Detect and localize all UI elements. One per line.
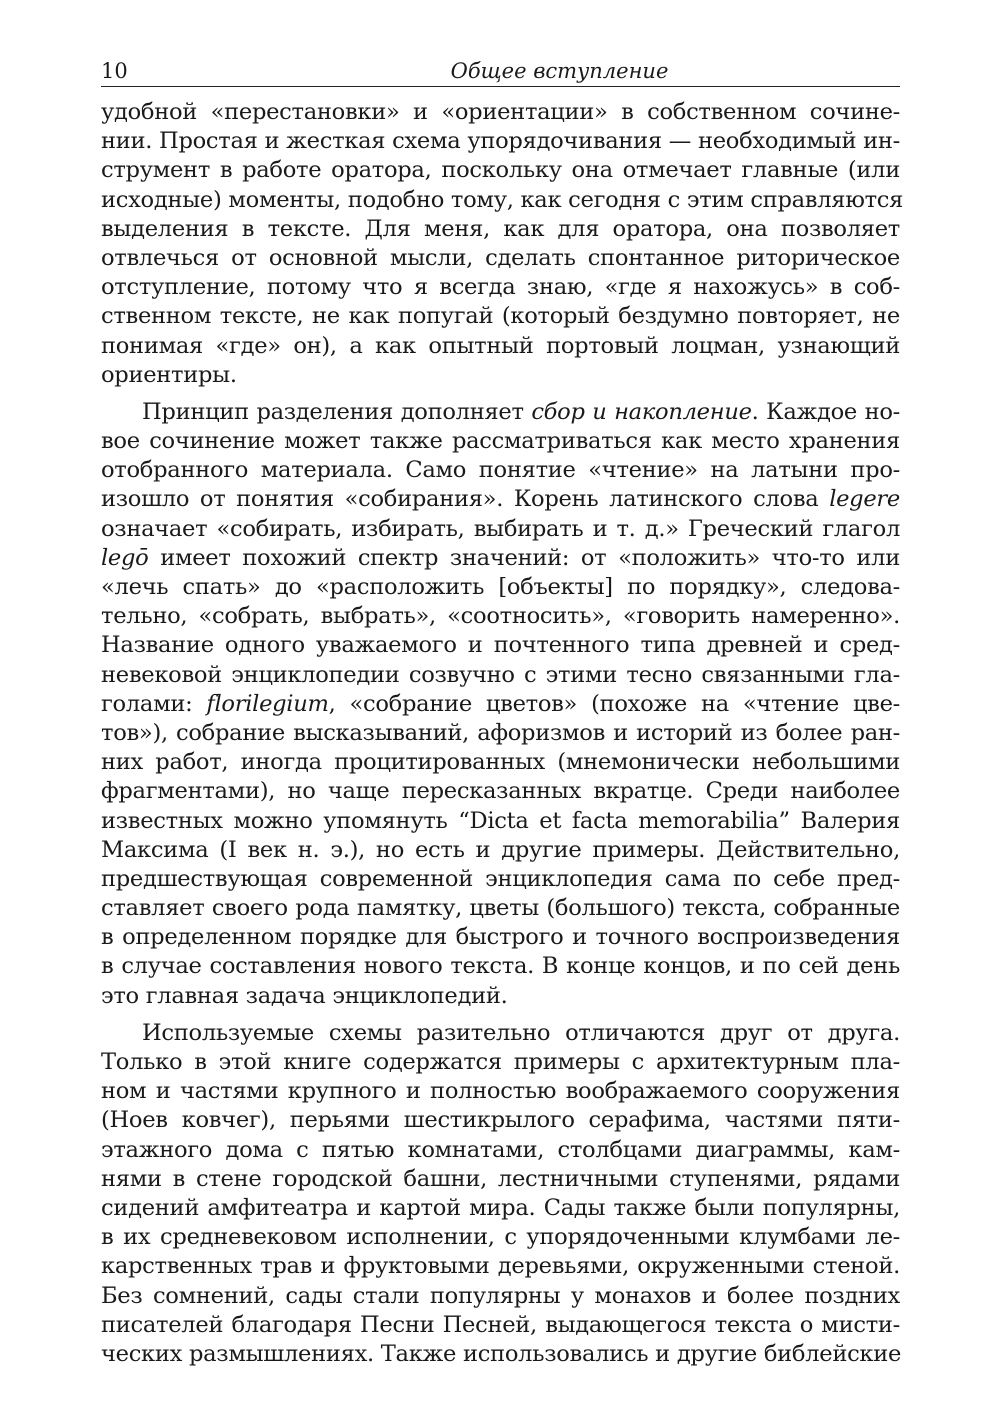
- text-line: это главная задача энциклопедий.: [101, 982, 508, 1009]
- text-line: исходные) моменты, подобно тому, как сегодня с этим справляются: [101, 186, 904, 213]
- text-line: тельно, «собрать, выбрать», «соотносить», «говорить намеренно».: [101, 603, 900, 630]
- body-text: [101, 98, 904, 1369]
- text-line: Только в этой книге содержатся примеры с архитектурным пла-: [101, 1049, 900, 1075]
- text-line: [101, 485, 900, 514]
- text-line: фрагментами), но чаще пересказанных вкратце. Среди наиболее: [101, 778, 900, 805]
- text-line: удобной «перестановки» и «ориентации» в собственном сочине-: [101, 99, 900, 125]
- text-run: , «собрание цветов» (похоже на «чтение цве-: [328, 690, 900, 717]
- text-line: ственном тексте, не как попугай (который бездумно повторяет, не: [101, 303, 900, 330]
- text-line: вое сочинение может также рассматриваться как место хранения: [101, 428, 900, 455]
- text-line: предшествующая современной энциклопедия сама по себе пред-: [101, 865, 900, 892]
- text-line: карственных трав и фруктовыми деревьями, окруженными стеной.: [101, 1253, 900, 1280]
- text-line: Используемые схемы разительно отличаются друг от друга.: [142, 1019, 900, 1046]
- text-line: них работ, иногда процитированных (мнемонически небольшими: [101, 749, 900, 776]
- text-line: в определенном порядке для быстрого и точного воспроизведения: [101, 924, 900, 951]
- text-line: ческих размышлениях. Также использовались и другие библейские: [101, 1340, 902, 1367]
- italic-term: florilegium: [206, 690, 329, 717]
- text-line: ном и частями крупного и полностью воображаемого сооружения: [101, 1078, 900, 1105]
- text-line: Максима (I век н. э.), но есть и другие примеры. Действительно,: [101, 836, 900, 863]
- text-line: «лечь спать» до «расположить [объекты] по порядку», следова-: [101, 574, 900, 600]
- text-line: известных можно упомянуть “Dicta et facta memorabilia” Валерия: [101, 807, 900, 834]
- text-line: струмент в работе оратора, поскольку она отмечает главные (или: [101, 157, 900, 184]
- text-line: [101, 398, 900, 427]
- text-line: тов»), собрание высказываний, афоризмов и историй из более ран-: [101, 719, 900, 746]
- text-line: сидений амфитеатра и картой мира. Сады также были популярны,: [101, 1194, 900, 1221]
- text-line: понимая «где» он), а как опытный портовый лоцман, узнающий: [101, 332, 900, 359]
- text-line: этажного дома с пятью комнатами, столбцами диаграммы, кам-: [101, 1136, 900, 1163]
- text-line: (Ноев ковчег), перьями шестикрылого серафима, частями пяти-: [101, 1107, 900, 1134]
- text-line: ставляет своего рода памятку, цветы (большого) текста, собранные: [101, 895, 900, 922]
- text-line: Без сомнений, сады стали популярны у монахов и более поздних: [101, 1282, 900, 1309]
- text-line: [101, 690, 900, 719]
- text-line: означает «собирать, избирать, выбирать и т. д.» Греческий глагол: [101, 515, 900, 542]
- text-line: ориентиры.: [101, 361, 237, 388]
- text-line: в их средневековом исполнении, с упорядоченными клумбами ле-: [101, 1224, 900, 1251]
- italic-term: сбор и накопление: [531, 398, 752, 425]
- text-run: голами:: [101, 690, 207, 717]
- text-line: в случае составления нового текста. В конце концов, и по сей день: [101, 953, 900, 980]
- page-number: 10: [101, 59, 128, 83]
- text-line: нями в стене городской башни, лестничными ступенями, рядами: [101, 1165, 900, 1192]
- text-line: невековой энциклопедии созвучно с этими тесно связанными гла-: [101, 661, 900, 688]
- paragraph-gap: [101, 390, 900, 398]
- text-run: . Каждое но-: [751, 398, 900, 425]
- text-line: [101, 544, 900, 573]
- text-line: выделения в тексте. Для меня, как для оратора, она позволяет: [101, 215, 900, 242]
- paragraph-gap: [101, 1011, 900, 1019]
- running-head: [101, 56, 900, 87]
- text-line: отвлечься от основной мысли, сделать спонтанное риторическое: [101, 244, 900, 271]
- running-title: Общее вступление: [450, 59, 669, 83]
- text-line: Название одного уважаемого и почтенного типа древней и сред-: [101, 632, 900, 659]
- text-run: имеет похожий спектр значений: от «положить» что-то или: [148, 544, 900, 571]
- text-line: нии. Простая и жесткая схема упорядочивания — необходимый ин-: [101, 128, 900, 155]
- text-line: писателей благодаря Песни Песней, выдающегося текста о мисти-: [101, 1311, 900, 1338]
- italic-term: legere: [829, 486, 900, 513]
- text-run: изошло от понятия «собирания». Корень латинского слова: [101, 486, 830, 513]
- text-line: отобранного материала. Само понятие «чтение» на латыни про-: [101, 457, 900, 484]
- text-run: Принцип разделения дополняет: [142, 398, 532, 425]
- text-line: отступление, потому что я всегда знаю, «где я нахожусь» в соб-: [101, 274, 900, 301]
- italic-term: legō: [101, 544, 149, 571]
